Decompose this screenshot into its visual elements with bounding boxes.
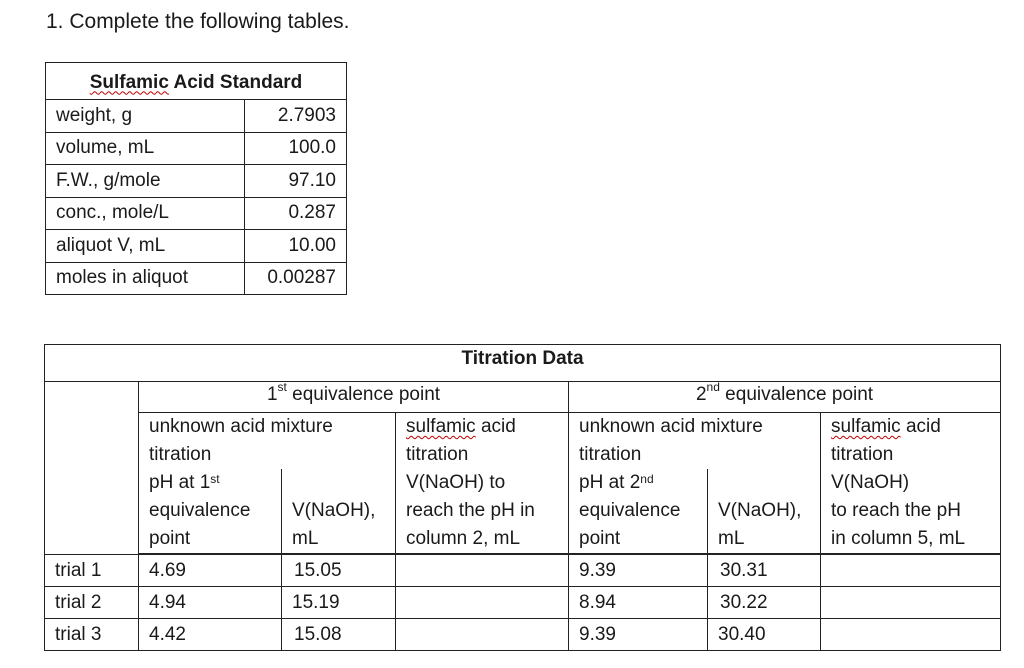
col-header-sa1 [396, 469, 569, 554]
header-line: V(NaOH) to [406, 472, 506, 493]
second-equivalence-header [569, 382, 1001, 413]
unknown-mixture-header-2 [569, 413, 821, 470]
sa1-cell [396, 587, 569, 619]
ph2-cell: 9.39 [569, 555, 708, 587]
eq2-superscript: nd [706, 380, 720, 394]
header-line: to reach the pH [831, 500, 961, 521]
sa1-cell [396, 619, 569, 651]
blank-corner-cell [45, 382, 139, 555]
row-value: 97.10 [245, 165, 347, 198]
v1-cell: 15.05 [282, 555, 396, 587]
table-row [46, 165, 347, 198]
standard-title-rest: Acid Standard [168, 71, 303, 93]
titration-table-title: Titration Data [45, 345, 1001, 382]
col-header-sa2 [821, 469, 1001, 554]
header-line: V(NaOH), [718, 500, 802, 521]
first-equivalence-header [139, 382, 569, 413]
row-label: aliquot V, mL [46, 230, 245, 263]
row-value: 0.00287 [245, 262, 347, 295]
spellcheck-word: sulfamic [406, 416, 476, 437]
v1-cell: 15.19 [282, 587, 396, 619]
spellcheck-word: sulfamic [831, 416, 901, 437]
header-line: titration [406, 444, 469, 465]
v2-cell: 30.40 [708, 619, 821, 651]
header-line: mL [718, 528, 745, 549]
table-row [45, 587, 1001, 619]
header-line: mL [292, 528, 319, 549]
ph2-cell: 9.39 [569, 619, 708, 651]
header-line: point [149, 528, 191, 549]
table-row [46, 262, 347, 295]
sa2-cell [821, 587, 1001, 619]
v2-cell: 30.22 [708, 587, 821, 619]
col-header-ph1 [139, 469, 282, 554]
row-label: moles in aliquot [46, 262, 245, 295]
eq1-text: equivalence point [286, 384, 441, 405]
sulfamic-header-2 [821, 413, 1001, 470]
row-label: F.W., g/mole [46, 165, 245, 198]
header-line: titration [831, 444, 894, 465]
titration-data-table [44, 344, 1001, 651]
header-superscript: st [210, 472, 220, 486]
page-heading: 1. Complete the following tables. [46, 10, 350, 33]
header-line: column 2, mL [406, 528, 521, 549]
header-line: V(NaOH), [292, 500, 376, 521]
row-value: 10.00 [245, 230, 347, 263]
header-line: unknown acid mixture [149, 416, 333, 437]
eq2-text: equivalence point [719, 384, 874, 405]
table-row [45, 555, 1001, 587]
row-value: 2.7903 [245, 100, 347, 133]
standard-table-title [46, 63, 347, 100]
col-header-ph2 [569, 469, 708, 554]
table-row [46, 230, 347, 263]
sulfamic-header-1 [396, 413, 569, 470]
trial-label: trial 1 [45, 555, 139, 587]
sa1-cell [396, 555, 569, 587]
ph2-cell: 8.94 [569, 587, 708, 619]
header-line: in column 5, mL [831, 528, 966, 549]
sa2-cell [821, 555, 1001, 587]
col-header-v2 [708, 469, 821, 554]
table-row [46, 100, 347, 133]
table-row [46, 197, 347, 230]
eq2-number: 2 [695, 384, 707, 405]
header-line: pH at 1 [149, 472, 211, 493]
header-line: titration [579, 444, 642, 465]
header-superscript: nd [640, 472, 654, 486]
row-label: volume, mL [46, 132, 245, 165]
header-line: equivalence [579, 500, 681, 521]
row-label: weight, g [46, 100, 245, 133]
header-line: equivalence [149, 500, 251, 521]
eq1-superscript: st [277, 380, 287, 394]
header-line: titration [149, 444, 212, 465]
v1-cell: 15.08 [282, 619, 396, 651]
col-header-v1 [282, 469, 396, 554]
trial-label: trial 2 [45, 587, 139, 619]
row-value: 0.287 [245, 197, 347, 230]
row-value: 100.0 [245, 132, 347, 165]
sa2-cell [821, 619, 1001, 651]
header-line: reach the pH in [406, 500, 535, 521]
table-row [45, 619, 1001, 651]
header-line: acid [900, 416, 941, 437]
sulfamic-acid-standard-table [45, 62, 347, 295]
header-line: pH at 2 [579, 472, 641, 493]
trial-label: trial 3 [45, 619, 139, 651]
ph1-cell: 4.94 [139, 587, 282, 619]
spellcheck-word: Sulfamic [89, 71, 169, 93]
header-line: acid [475, 416, 516, 437]
table-row [46, 132, 347, 165]
ph1-cell: 4.69 [139, 555, 282, 587]
header-line: unknown acid mixture [579, 416, 763, 437]
row-label: conc., mole/L [46, 197, 245, 230]
ph1-cell: 4.42 [139, 619, 282, 651]
v2-cell: 30.31 [708, 555, 821, 587]
eq1-number: 1 [266, 384, 278, 405]
unknown-mixture-header-1 [139, 413, 396, 470]
header-line: point [579, 528, 621, 549]
header-line: V(NaOH) [831, 472, 910, 493]
